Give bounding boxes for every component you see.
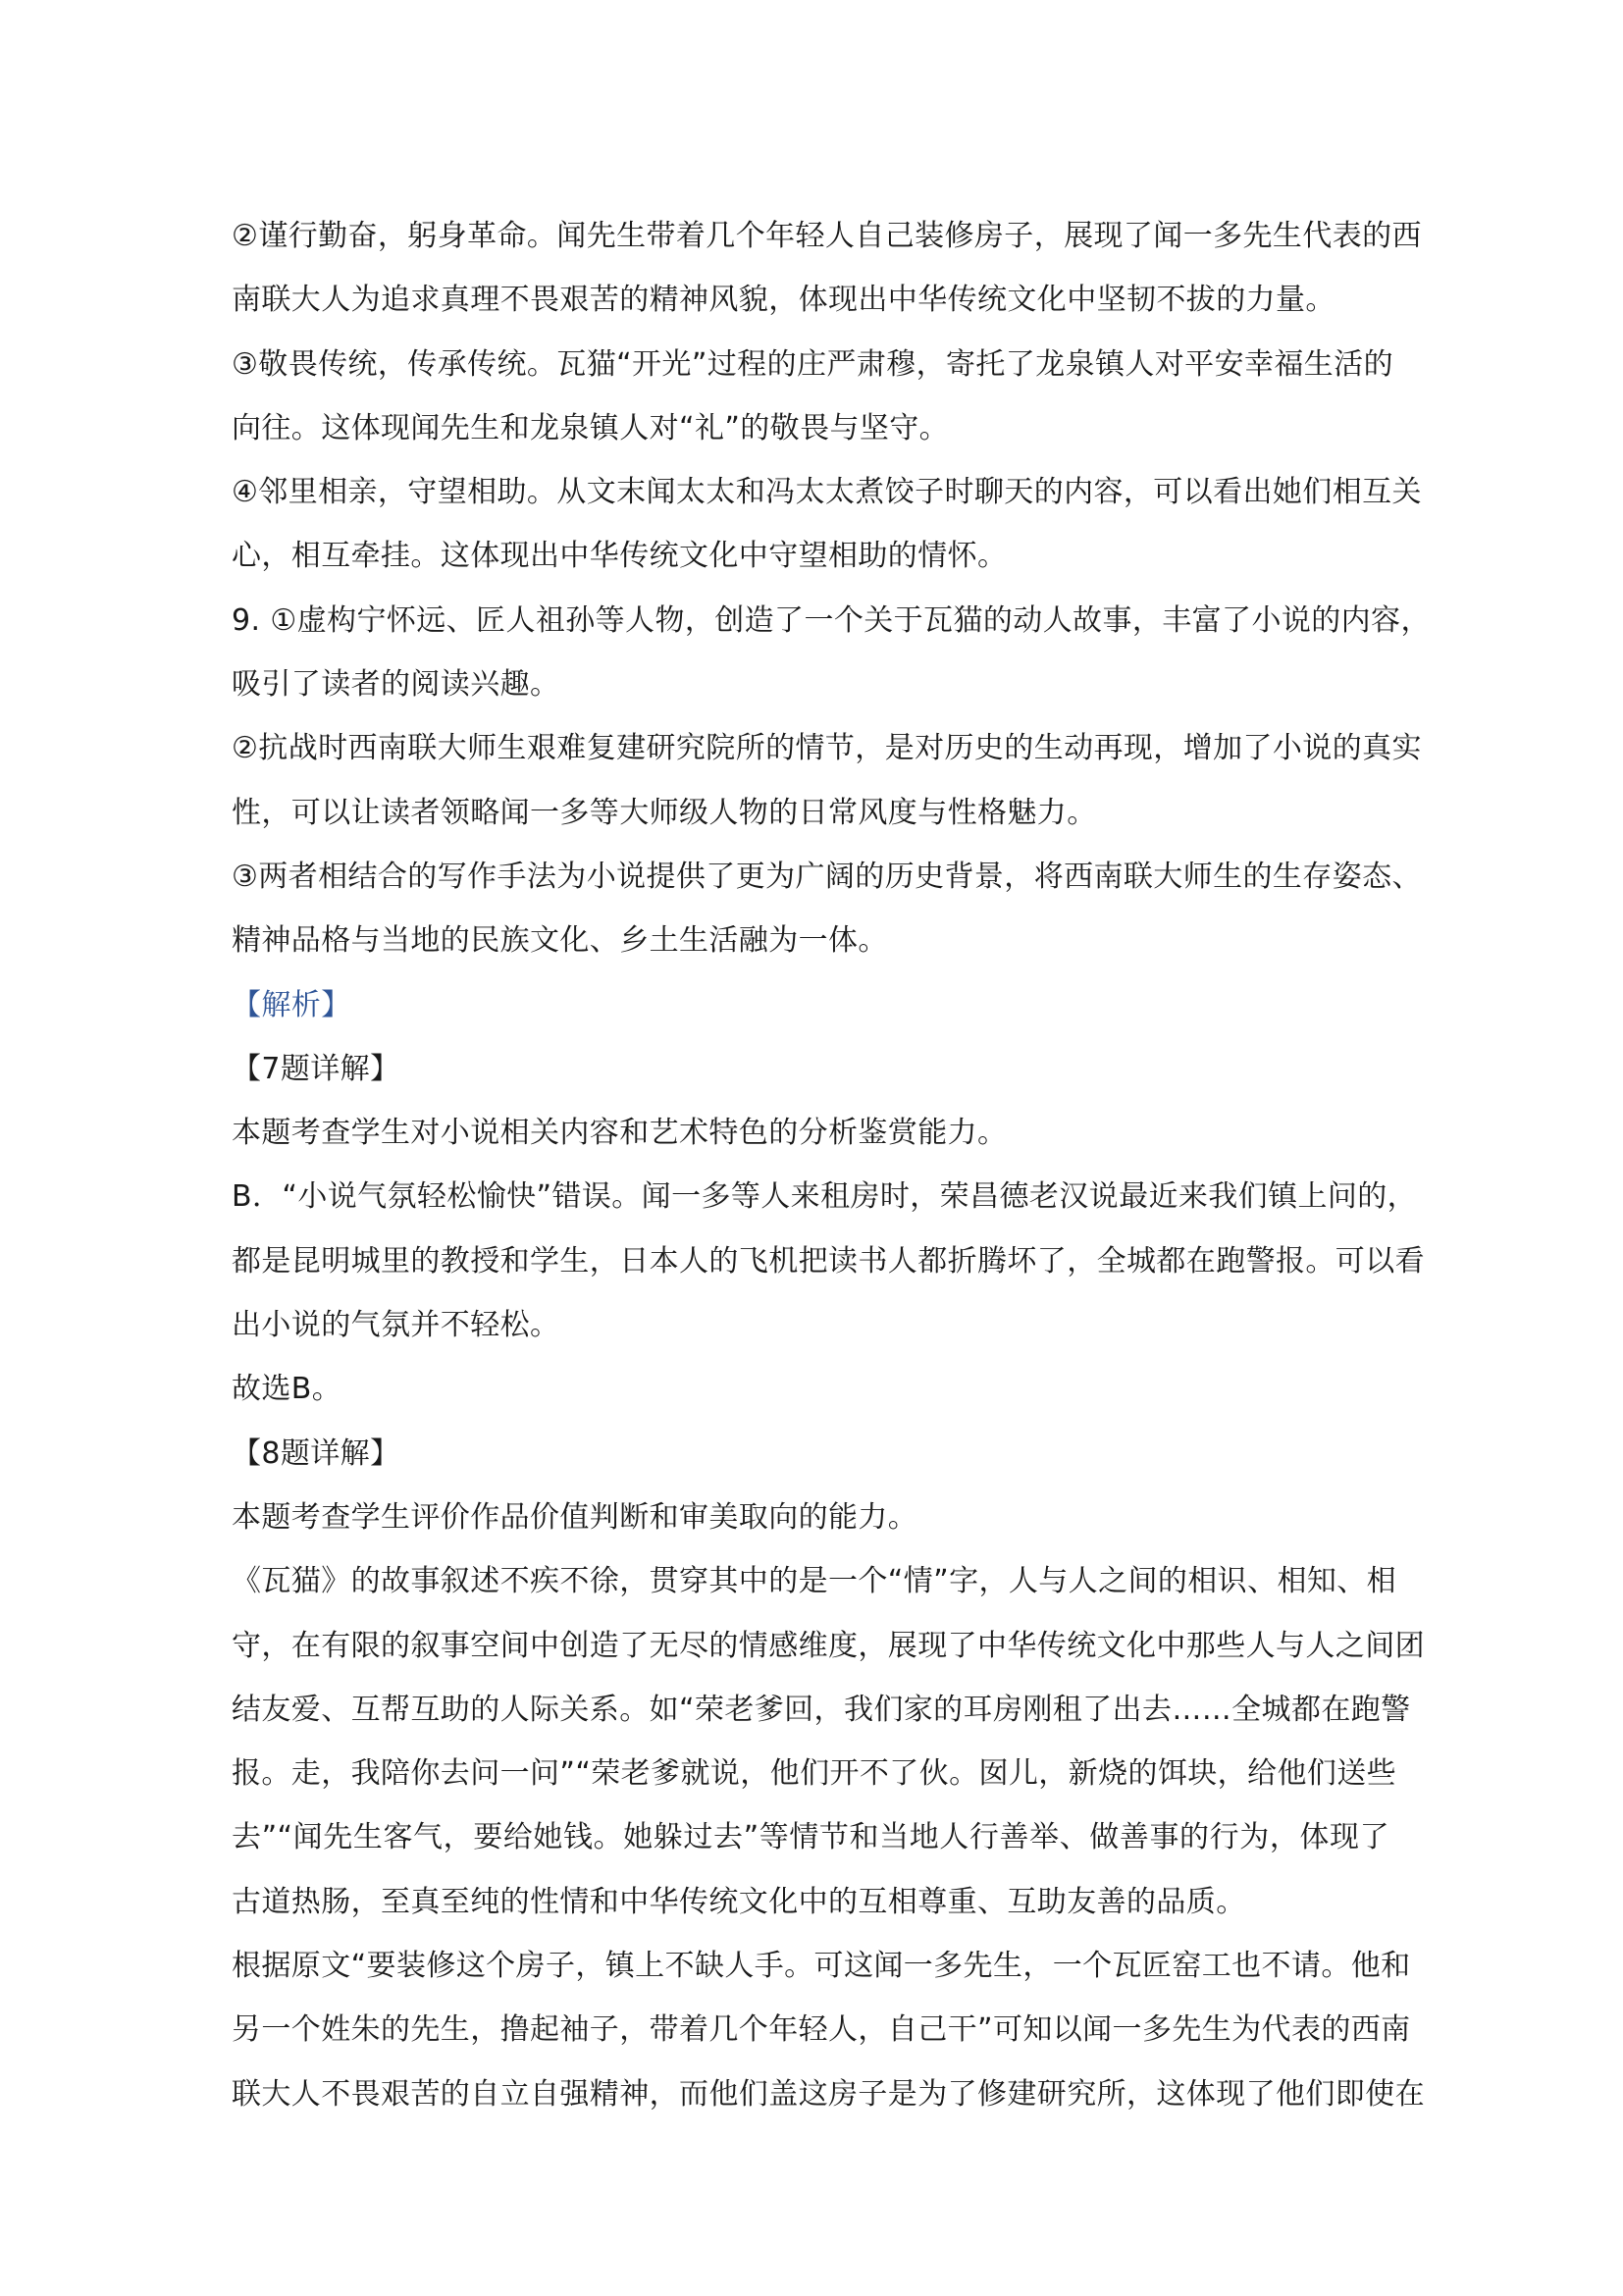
answer-8-point-4-line-1: ④邻里相亲，守望相助。从文末闻太太和冯太太煮饺子时聊天的内容，可以看出她们相互关 — [232, 475, 1422, 510]
question-8-para-2-line-3: 联大人不畏艰苦的自立自强精神，而他们盖这房子是为了修建研究所，这体现了他们即使在 — [232, 2076, 1425, 2112]
question-8-para-1-line-3: 结友爱、互帮互助的人际关系。如“荣老爹回，我们家的耳房刚租了出去……全城都在跑警 — [232, 1692, 1411, 1727]
answer-9-point-3-line-2: 精神品格与当地的民族文化、乡土生活融为一体。 — [232, 923, 888, 959]
answer-9-point-2-line-1: ②抗战时西南联大师生艰难复建研究院所的情节，是对历史的生动再现，增加了小说的真实 — [232, 731, 1422, 766]
question-8-para-1-line-6: 古道热肠，至真至纯的性情和中华传统文化中的互相尊重、互助友善的品质。 — [232, 1884, 1246, 1919]
answer-9-point-3-line-1: ③两者相结合的写作手法为小说提供了更为广阔的历史背景，将西南联大师生的生存姿态、 — [232, 859, 1422, 894]
question-7-detail-heading: 【7题详解】 — [232, 1051, 400, 1086]
question-8-para-1-line-1: 《瓦猫》的故事叙述不疾不徐，贯穿其中的是一个“情”字，人与人之间的相识、相知、相 — [232, 1564, 1397, 1599]
question-8-para-1-line-5: 去”“闻先生客气，要给她钱。她躲过去”等情节和当地人行善举、做善事的行为，体现了 — [232, 1820, 1389, 1855]
question-7-explanation-line-3: 出小说的气氛并不轻松。 — [232, 1308, 560, 1343]
question-8-intro: 本题考查学生评价作品价值判断和审美取向的能力。 — [232, 1499, 918, 1535]
question-7-explanation-line-1: B．“小说气氛轻松愉快”错误。闻一多等人来租房时，荣昌德老汉说最近来我们镇上问的， — [232, 1179, 1418, 1215]
question-8-para-1-line-4: 报。走，我陪你去问一问”“荣老爹就说，他们开不了伙。囡儿，新烧的饵块，给他们送些 — [232, 1756, 1397, 1792]
answer-8-point-2-line-2: 南联大人为追求真理不畏艰苦的精神风貌，体现出中华传统文化中坚韧不拔的力量。 — [232, 283, 1335, 318]
answer-9-point-2-line-2: 性，可以让读者领略闻一多等大师级人物的日常风度与性格魅力。 — [232, 795, 1097, 830]
answer-8-point-3-line-1: ③敬畏传统，传承传统。瓦猫“开光”过程的庄严肃穆，寄托了龙泉镇人对平安幸福生活的 — [232, 346, 1393, 382]
analysis-heading: 【解析】 — [232, 987, 351, 1022]
question-7-answer: 故选B。 — [232, 1372, 342, 1407]
question-7-explanation-line-2: 都是昆明城里的教授和学生，日本人的飞机把读书人都折腾坏了，全城都在跑警报。可以看 — [232, 1243, 1425, 1278]
answer-8-point-3-line-2: 向往。这体现闻先生和龙泉镇人对“礼”的敬畏与坚守。 — [232, 410, 950, 445]
question-8-para-2-line-1: 根据原文“要装修这个房子，镇上不缺人手。可这闻一多先生，一个瓦匠窑工也不请。他和 — [232, 1949, 1411, 1984]
answer-9-point-1-line-1: 9. ①虚构宁怀远、匠人祖孙等人物，创造了一个关于瓦猫的动人故事，丰富了小说的内容， — [232, 602, 1431, 638]
question-7-intro: 本题考查学生对小说相关内容和艺术特色的分析鉴赏能力。 — [232, 1116, 1008, 1151]
answer-8-point-4-line-2: 心，相互牵挂。这体现出中华传统文化中守望相助的情怀。 — [232, 539, 1008, 574]
question-8-para-2-line-2: 另一个姓朱的先生，撸起袖子，带着几个年轻人，自己干”可知以闻一多先生为代表的西南 — [232, 2012, 1411, 2048]
answer-9-point-1-line-2: 吸引了读者的阅读兴趣。 — [232, 667, 560, 703]
document-body — [232, 204, 1431, 2126]
question-8-detail-heading: 【8题详解】 — [232, 1435, 400, 1471]
answer-8-point-2-line-1: ②谨行勤奋，躬身革命。闻先生带着几个年轻人自己装修房子，展现了闻一多先生代表的西 — [232, 219, 1422, 253]
question-8-para-1-line-2: 守，在有限的叙事空间中创造了无尽的情感维度，展现了中华传统文化中那些人与人之间团 — [232, 1628, 1425, 1663]
